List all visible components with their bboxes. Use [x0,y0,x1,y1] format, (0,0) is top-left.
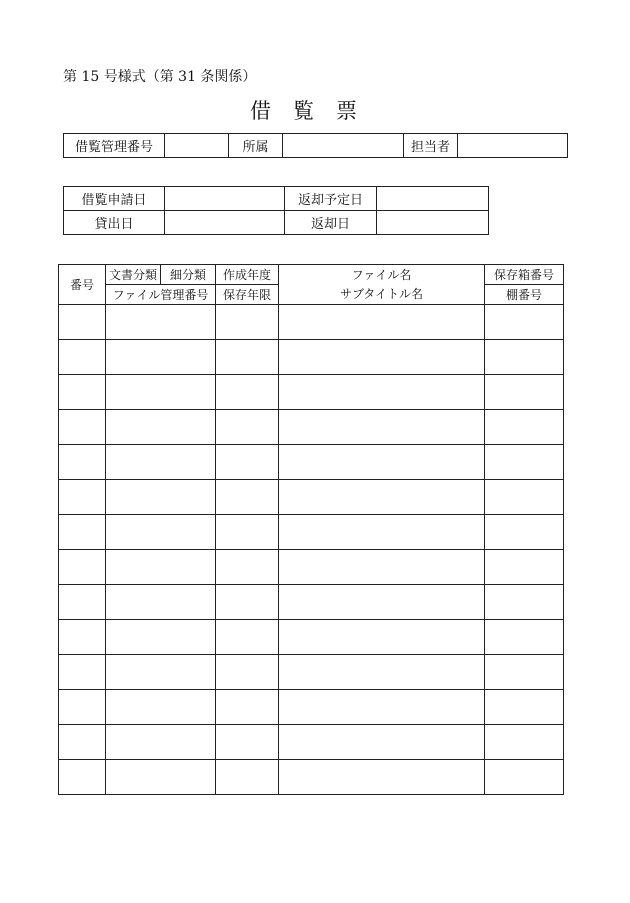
scheduled-return-label: 返却予定日 [285,187,377,211]
box-shelf-cell[interactable] [485,445,564,480]
number-cell[interactable] [59,620,106,655]
box-shelf-cell[interactable] [485,515,564,550]
management-info-table [63,133,568,158]
number-cell[interactable] [59,725,106,760]
header-number: 番号 [59,265,106,305]
file-management-number-cell[interactable] [106,305,216,340]
number-cell[interactable] [59,340,106,375]
file-management-number-cell[interactable] [106,410,216,445]
file-name-cell[interactable] [279,620,485,655]
box-shelf-cell[interactable] [485,480,564,515]
number-cell[interactable] [59,515,106,550]
year-retention-cell[interactable] [216,585,279,620]
box-shelf-cell[interactable] [485,340,564,375]
header-document-category: 文書分類 [106,265,161,285]
file-name-cell[interactable] [279,375,485,410]
table-row [59,690,564,725]
file-management-number-cell[interactable] [106,655,216,690]
year-retention-cell[interactable] [216,725,279,760]
header-creation-year: 作成年度 [216,265,279,285]
box-shelf-cell[interactable] [485,375,564,410]
box-shelf-cell[interactable] [485,760,564,795]
file-management-number-cell[interactable] [106,585,216,620]
table-row [59,655,564,690]
number-cell[interactable] [59,550,106,585]
file-management-number-cell[interactable] [106,725,216,760]
year-retention-cell[interactable] [216,515,279,550]
year-retention-cell[interactable] [216,620,279,655]
year-retention-cell[interactable] [216,410,279,445]
header-subtitle-name: サブタイトル名 [340,286,423,301]
header-file-name-cell [279,265,485,305]
number-cell[interactable] [59,690,106,725]
box-shelf-cell[interactable] [485,305,564,340]
lending-date-label: 貸出日 [64,211,165,235]
department-label: 所属 [229,134,283,158]
lending-date-field[interactable] [165,211,285,235]
file-name-cell[interactable] [279,725,485,760]
box-shelf-cell[interactable] [485,690,564,725]
number-cell[interactable] [59,305,106,340]
return-date-field[interactable] [377,211,489,235]
file-management-number-cell[interactable] [106,760,216,795]
table-row [59,375,564,410]
department-field[interactable] [283,134,404,158]
file-management-number-cell[interactable] [106,375,216,410]
file-name-cell[interactable] [279,760,485,795]
scheduled-return-field[interactable] [377,187,489,211]
number-cell[interactable] [59,655,106,690]
number-cell[interactable] [59,760,106,795]
number-cell[interactable] [59,375,106,410]
file-list-table [58,264,564,795]
box-shelf-cell[interactable] [485,655,564,690]
year-retention-cell[interactable] [216,690,279,725]
table-row [59,620,564,655]
file-management-number-cell[interactable] [106,340,216,375]
file-management-number-cell[interactable] [106,445,216,480]
box-shelf-cell[interactable] [485,620,564,655]
file-management-number-cell[interactable] [106,690,216,725]
file-management-number-cell[interactable] [106,550,216,585]
file-name-cell[interactable] [279,515,485,550]
table-row [59,480,564,515]
number-cell[interactable] [59,585,106,620]
year-retention-cell[interactable] [216,655,279,690]
box-shelf-cell[interactable] [485,585,564,620]
table-row [59,305,564,340]
table-row [59,445,564,480]
file-name-cell[interactable] [279,480,485,515]
year-retention-cell[interactable] [216,760,279,795]
file-management-number-cell[interactable] [106,480,216,515]
number-cell[interactable] [59,410,106,445]
file-name-cell[interactable] [279,550,485,585]
table-row [59,760,564,795]
table-row [59,550,564,585]
year-retention-cell[interactable] [216,375,279,410]
page-title: 借覧票 [250,99,379,123]
header-sub-category: 細分類 [161,265,216,285]
number-cell[interactable] [59,445,106,480]
file-name-cell[interactable] [279,410,485,445]
year-retention-cell[interactable] [216,340,279,375]
management-number-label: 借覧管理番号 [64,134,165,158]
file-management-number-cell[interactable] [106,515,216,550]
table-row [59,340,564,375]
year-retention-cell[interactable] [216,445,279,480]
management-number-field[interactable] [165,134,229,158]
file-name-cell[interactable] [279,585,485,620]
number-cell[interactable] [59,480,106,515]
date-info-table [63,186,489,235]
header-shelf-number: 棚番号 [485,285,564,305]
form-number: 第 15 号様式（第 31 条関係） [63,69,257,85]
box-shelf-cell[interactable] [485,410,564,445]
year-retention-cell[interactable] [216,305,279,340]
table-row [59,515,564,550]
table-row [59,725,564,760]
table-row [59,585,564,620]
file-name-cell[interactable] [279,690,485,725]
file-name-cell[interactable] [279,305,485,340]
return-date-label: 返却日 [285,211,377,235]
box-shelf-cell[interactable] [485,550,564,585]
request-date-label: 借覧申請日 [64,187,165,211]
person-in-charge-label: 担当者 [404,134,458,158]
table-row [59,410,564,445]
file-management-number-cell[interactable] [106,620,216,655]
file-name-cell[interactable] [279,445,485,480]
header-storage-box-number: 保存箱番号 [485,265,564,285]
person-in-charge-field[interactable] [458,134,568,158]
year-retention-cell[interactable] [216,480,279,515]
year-retention-cell[interactable] [216,550,279,585]
request-date-field[interactable] [165,187,285,211]
box-shelf-cell[interactable] [485,725,564,760]
header-file-name: ファイル名 [351,267,412,282]
file-name-cell[interactable] [279,655,485,690]
header-file-management-number: ファイル管理番号 [106,285,216,305]
file-name-cell[interactable] [279,340,485,375]
header-retention-period: 保存年限 [216,285,279,305]
